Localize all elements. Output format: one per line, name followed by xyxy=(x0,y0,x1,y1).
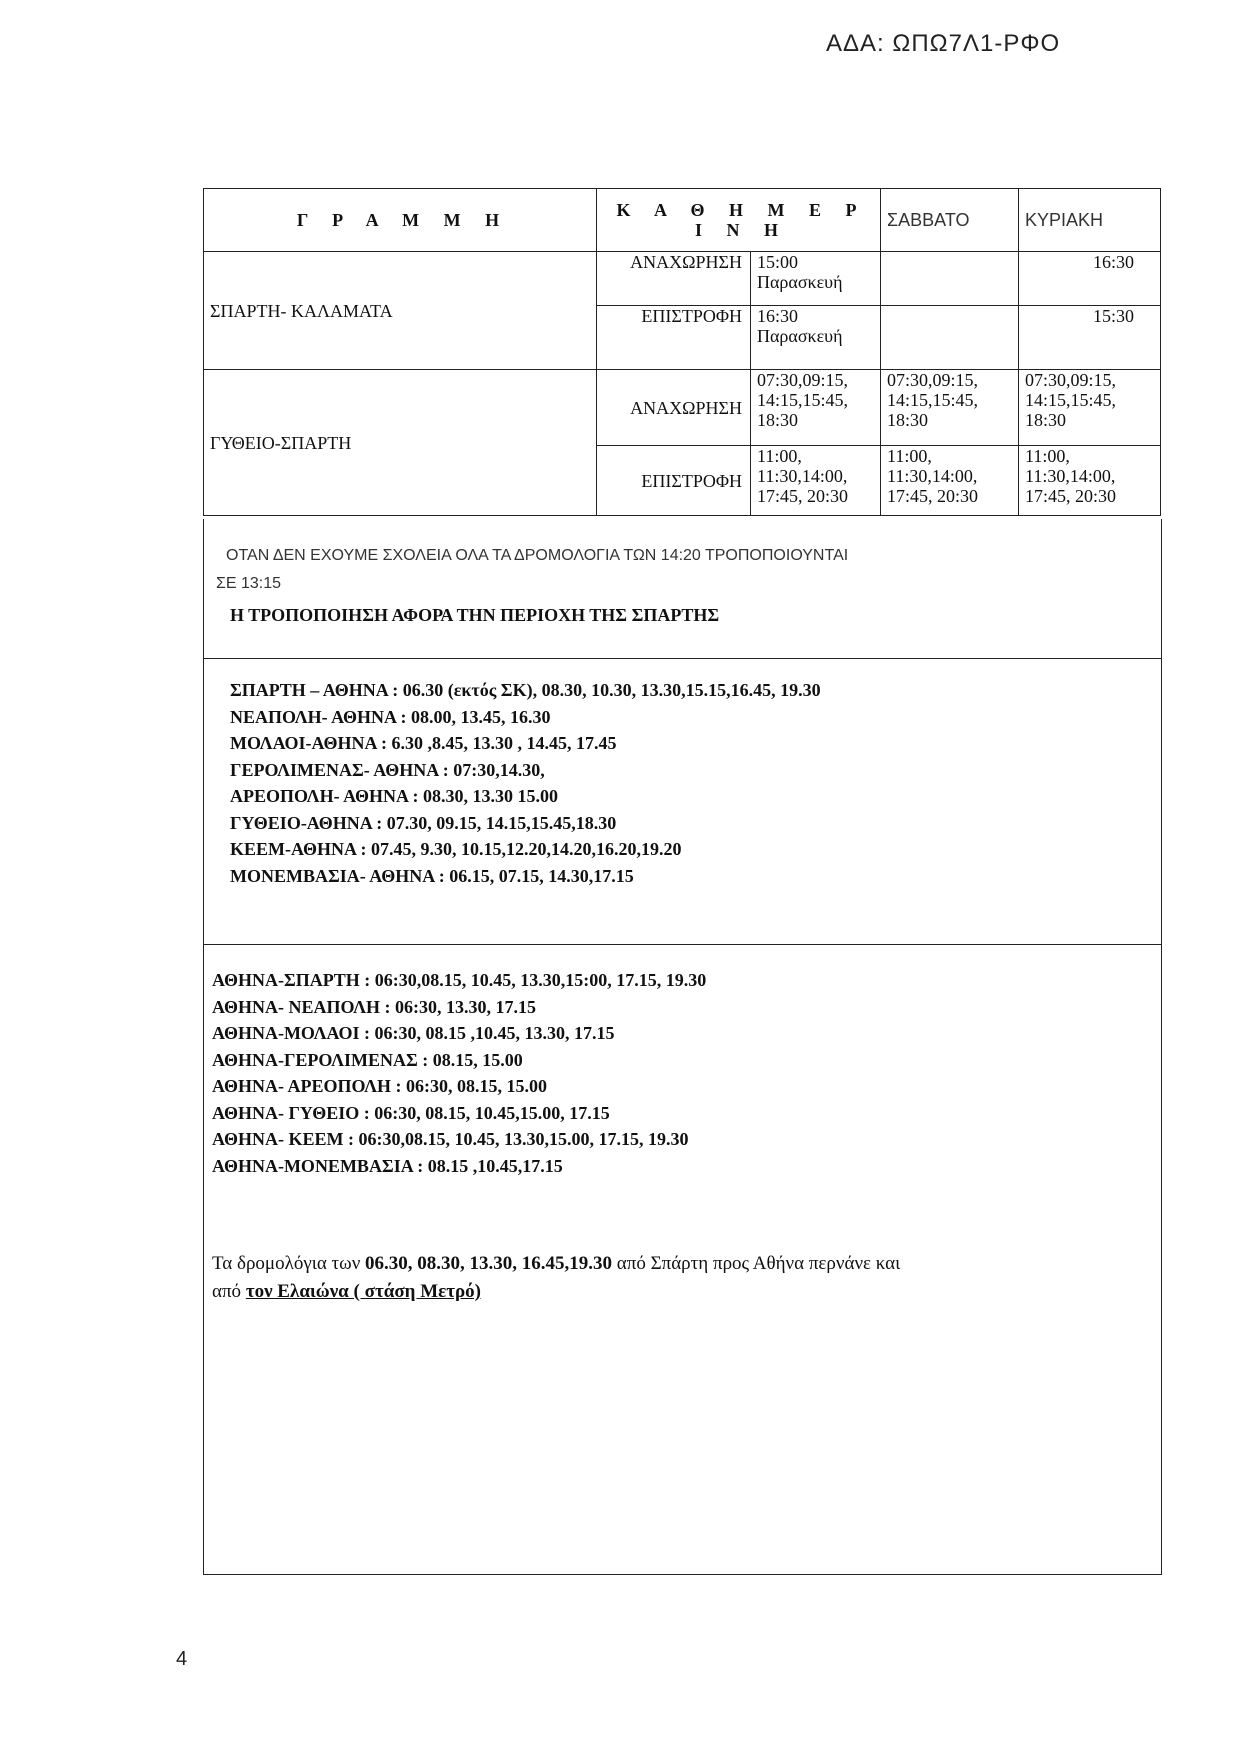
routes-to-athens-box xyxy=(203,659,1162,945)
list-item: ΑΘΗΝΑ-ΜΟΛΑΟΙ : 06:30, 08.15 ,10.45, 13.30, 17.15 xyxy=(212,1023,615,1043)
list-item: ΑΘΗΝΑ-ΓΕΡΟΛΙΜΕΝΑΣ : 08.15, 15.00 xyxy=(212,1049,523,1070)
direction-label: ΑΝΑΧΩΡΗΣΗ xyxy=(597,370,751,446)
document-ada-code: ΑΔΑ: ΩΠΩ7Λ1-ΡΦΟ xyxy=(826,30,1061,57)
daily-times xyxy=(751,252,881,306)
list-item: ΓΕΡΟΛΙΜΕΝΑΣ- ΑΘΗΝΑ : 07:30,14.30, xyxy=(230,759,545,780)
time-value: 15:00 xyxy=(757,252,799,272)
time-value: 14:15,15:45, xyxy=(1025,390,1117,410)
time-value: 07:30,09:15, xyxy=(887,370,979,390)
saturday-times xyxy=(881,446,1019,516)
saturday-times xyxy=(881,306,1019,370)
note-times: 06.30, 08.30, 13.30, 16.45,19.30 xyxy=(365,1253,613,1274)
time-value: 11:30,14:00, xyxy=(757,466,848,486)
note-text: από xyxy=(212,1281,246,1302)
time-value: 17:45, 20:30 xyxy=(1025,486,1117,506)
list-item: ΑΘΗΝΑ- ΑΡΕΟΠΟΛΗ : 06:30, 08.15, 15.00 xyxy=(212,1076,548,1096)
list-item: ΑΘΗΝΑ- ΓΥΘΕΙΟ : 06:30, 08.15, 10.45,15.00, 17.15 xyxy=(212,1102,610,1123)
routes-to-athens xyxy=(230,677,821,889)
header-sunday: ΚΥΡΙΑΚΗ xyxy=(1019,189,1161,252)
schedule-change-note xyxy=(203,519,1162,659)
time-value: 11:00, xyxy=(757,446,802,466)
time-value: 14:15,15:45, xyxy=(757,390,849,410)
sunday-times xyxy=(1019,446,1161,516)
note-line xyxy=(212,1250,900,1278)
list-item: ΣΠΑΡΤΗ – ΑΘΗΝΑ : 06.30 (εκτός ΣΚ), 08.30, 10.30, 13.30,15.15,16.45, 19.30 xyxy=(230,680,821,700)
time-value: 17:45, 20:30 xyxy=(757,486,849,506)
saturday-times xyxy=(881,252,1019,306)
list-item: ΜΟΛΑΟΙ-ΑΘΗΝΑ : 6.30 ,8.45, 13.30 , 14.45, 17.45 xyxy=(230,733,617,753)
route-name: ΓΥΘΕΙΟ-ΣΠΑΡΤΗ xyxy=(204,370,597,516)
routes-from-athens xyxy=(212,967,706,1179)
list-item: ΑΘΗΝΑ-ΜΟΝΕΜΒΑΣΙΑ : 08.15 ,10.45,17.15 xyxy=(212,1155,563,1176)
table-row xyxy=(204,370,1161,446)
daily-times xyxy=(751,306,881,370)
elaionas-stop-note xyxy=(212,1250,900,1306)
sunday-times xyxy=(1019,370,1161,446)
page-number: 4 xyxy=(176,1648,188,1670)
table-row xyxy=(204,252,1161,306)
note-line: ΣΕ 13:15 xyxy=(216,575,282,592)
note-line xyxy=(212,1278,900,1306)
list-item: ΜΟΝΕΜΒΑΣΙΑ- ΑΘΗΝΑ : 06.15, 07.15, 14.30,17.15 xyxy=(230,865,634,886)
routes-from-athens-box xyxy=(203,945,1162,1575)
saturday-times xyxy=(881,370,1019,446)
list-item: ΑΡΕΟΠΟΛΗ- ΑΘΗΝΑ : 08.30, 13.30 15.00 xyxy=(230,786,559,806)
sunday-times: 15:30 xyxy=(1019,306,1161,370)
time-value: 18:30 xyxy=(1025,410,1067,430)
time-value: 17:45, 20:30 xyxy=(887,486,979,506)
time-value: 14:15,15:45, xyxy=(887,390,979,410)
note-text: από Σπάρτη προς Αθήνα περνάνε και xyxy=(612,1253,901,1274)
time-value: 11:00, xyxy=(887,446,932,466)
note-line: ΟΤΑΝ ΔΕΝ ΕΧΟΥΜΕ ΣΧΟΛΕΙΑ ΟΛΑ ΤΑ ΔΡΟΜΟΛΟΓΙΑ ΤΩΝ 14:20 ΤΡΟΠΟΠΟΙΟΥΝΤΑΙ xyxy=(226,547,849,564)
time-value: 16:30 xyxy=(757,306,799,326)
time-value: 11:30,14:00, xyxy=(1025,466,1116,486)
header-line: Γ Ρ Α Μ Μ Η xyxy=(204,189,597,252)
header-saturday: ΣΑΒΒΑΤΟ xyxy=(881,189,1019,252)
list-item: ΑΘΗΝΑ-ΣΠΑΡΤΗ : 06:30,08.15, 10.45, 13.30,15:00, 17.15, 19.30 xyxy=(212,970,707,990)
timetable xyxy=(203,188,1161,516)
daily-times xyxy=(751,446,881,516)
time-value: 18:30 xyxy=(887,410,929,430)
time-value: 11:00, xyxy=(1025,446,1070,466)
time-value: 18:30 xyxy=(757,410,799,430)
day-note: Παρασκευή xyxy=(757,272,843,292)
header-daily: Κ Α Θ Η Μ Ε Ρ Ι Ν Η xyxy=(597,189,881,252)
day-note: Παρασκευή xyxy=(757,326,843,346)
route-name: ΣΠΑΡΤΗ- ΚΑΛΑΜΑΤΑ xyxy=(204,252,597,370)
list-item: ΓΥΘΕΙΟ-ΑΘΗΝΑ : 07.30, 09.15, 14.15,15.45,18.30 xyxy=(230,812,617,833)
direction-label: ΑΝΑΧΩΡΗΣΗ xyxy=(597,252,751,306)
list-item: ΑΘΗΝΑ- ΚΕΕΜ : 06:30,08.15, 10.45, 13.30,15.00, 17.15, 19.30 xyxy=(212,1129,689,1149)
time-value: 07:30,09:15, xyxy=(757,370,849,390)
sunday-times: 16:30 xyxy=(1019,252,1161,306)
elaionas-metro-stop: τον Ελαιώνα ( στάση Μετρό) xyxy=(245,1281,481,1302)
direction-label: ΕΠΙΣΤΡΟΦΗ xyxy=(597,306,751,370)
list-item: ΑΘΗΝΑ- ΝΕΑΠΟΛΗ : 06:30, 13.30, 17.15 xyxy=(212,996,537,1017)
daily-times xyxy=(751,370,881,446)
list-item: ΝΕΑΠΟΛΗ- ΑΘΗΝΑ : 08.00, 13.45, 16.30 xyxy=(230,706,551,727)
list-item: ΚΕΕΜ-ΑΘΗΝΑ : 07.45, 9.30, 10.15,12.20,14.20,16.20,19.20 xyxy=(230,839,682,859)
note-emphasis: Η ΤΡΟΠΟΠΟΙΗΣΗ ΑΦΟΡΑ ΤΗΝ ΠΕΡΙΟΧΗ ΤΗΣ ΣΠΑΡΤΗΣ xyxy=(230,605,720,625)
time-value: 07:30,09:15, xyxy=(1025,370,1117,390)
note-text: Τα δρομολόγια των xyxy=(212,1253,366,1274)
timetable-header-row xyxy=(204,189,1161,252)
direction-label: ΕΠΙΣΤΡΟΦΗ xyxy=(597,446,751,516)
time-value: 11:30,14:00, xyxy=(887,466,978,486)
